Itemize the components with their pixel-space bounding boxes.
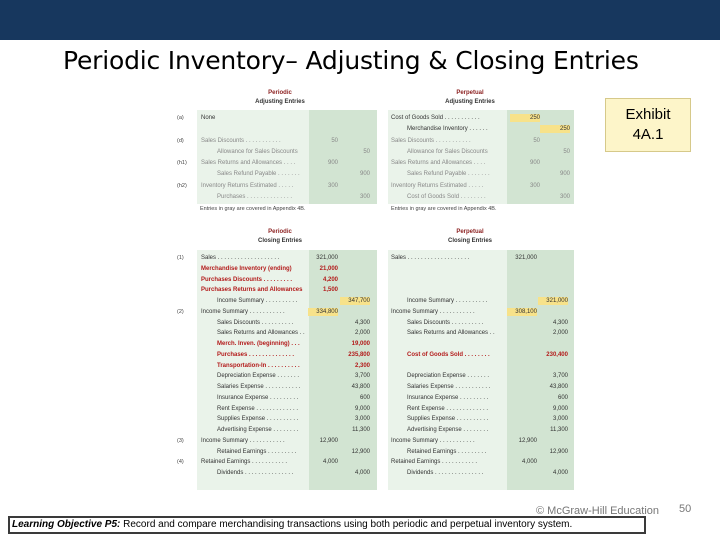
closing-periodic-account: Merch. Inven. (beginning) . . .: [217, 341, 300, 347]
adjusting-periodic-account: Sales Discounts . . . . . . . . . . .: [201, 138, 281, 144]
closing-perpetual-credit: 3,700: [552, 373, 568, 380]
closing-perpetual-credit: 600: [557, 394, 568, 401]
closing-periodic-credit: 43,800: [351, 384, 370, 390]
closing-periodic-credit: 19,000: [351, 341, 370, 347]
closing-periodic-account: Purchases . . . . . . . . . . . . . .: [217, 351, 295, 358]
closing-periodic-credit: 3,700: [354, 373, 370, 380]
adjusting-perpetual-credit: 250: [540, 125, 570, 133]
closing-perpetual-account: Retained Earnings . . . . . . . . . . .: [391, 459, 478, 466]
closing-perpetual-title: Perpetual: [456, 229, 484, 235]
closing-perpetual-account: Rent Expense . . . . . . . . . . . . .: [407, 405, 489, 412]
closing-periodic-credit: 600: [359, 394, 370, 401]
adjusting-perpetual-account: Cost of Goods Sold . . . . . . . . . . .: [391, 115, 480, 121]
closing-perpetual-credit: 9,000: [552, 405, 568, 412]
adjusting-perpetual-account: Merchandise Inventory . . . . . .: [407, 126, 488, 132]
slide-title: Periodic Inventory– Adjusting & Closing Entries: [63, 46, 639, 75]
adjusting-perpetual-credit: 50: [563, 149, 570, 155]
adjusting-entry-label: (d): [177, 138, 184, 144]
closing-periodic-debit: 21,000: [319, 265, 338, 272]
exhibit-line-2: 4A.1: [632, 126, 664, 143]
exhibit-label: [605, 98, 691, 152]
closing-periodic-debit: 334,800: [308, 308, 338, 316]
learning-objective: [8, 516, 646, 534]
closing-perpetual-header: [435, 228, 505, 246]
title-bar: [0, 0, 720, 40]
closing-periodic-credit: 2,000: [354, 330, 370, 337]
closing-periodic-account: Sales . . . . . . . . . . . . . . . . . . .: [201, 255, 280, 261]
adjusting-periodic-account: Purchases . . . . . . . . . . . . . .: [217, 194, 293, 200]
closing-periodic-debit: 4,200: [322, 276, 338, 283]
adjusting-periodic-credit: 300: [359, 194, 370, 200]
closing-perpetual-debit: 321,000: [515, 255, 537, 261]
closing-periodic-title: Periodic: [268, 229, 292, 235]
adjusting-periodic-debit: 900: [327, 160, 338, 166]
closing-perpetual-account: Income Summary . . . . . . . . . .: [407, 298, 488, 304]
closing-periodic-account: Income Summary . . . . . . . . . .: [217, 298, 298, 304]
adjusting-periodic-debit: 50: [331, 138, 338, 144]
closing-periodic-debit: 12,900: [319, 437, 338, 444]
closing-periodic-account: Insurance Expense . . . . . . . . .: [217, 394, 299, 401]
closing-periodic-account: Rent Expense . . . . . . . . . . . . .: [217, 405, 299, 412]
closing-periodic-credit: 347,700: [340, 297, 370, 305]
closing-periodic-account: Dividends . . . . . . . . . . . . . . .: [217, 470, 294, 476]
closing-periodic-header: [245, 228, 315, 246]
closing-perpetual-account: Supplies Expense . . . . . . . . . .: [407, 416, 489, 423]
closing-periodic-credit: 2,300: [354, 362, 370, 369]
page-number: 50: [679, 503, 692, 515]
closing-periodic-account: Depreciation Expense . . . . . . .: [217, 373, 300, 380]
closing-periodic-account: Transportation-In . . . . . . . . . .: [217, 362, 300, 369]
adjusting-periodic-note: Entries in gray are covered in Appendix 4B.: [200, 206, 306, 212]
adjusting-perpetual-debit: 300: [529, 183, 540, 189]
closing-periodic-credit: 11,300: [352, 427, 370, 433]
adjusting-perpetual-credit: 300: [559, 194, 570, 200]
adjusting-periodic-credit: 50: [363, 149, 370, 155]
closing-perpetual-credit: 43,800: [549, 384, 568, 390]
adjusting-perpetual-account: Inventory Returns Estimated . . . . .: [391, 183, 484, 189]
closing-periodic-account: Retained Earnings . . . . . . . . .: [217, 448, 297, 455]
adjusting-periodic-account: Sales Returns and Allowances . . . .: [201, 160, 296, 166]
closing-perpetual-debit: 12,900: [518, 437, 537, 444]
closing-entry-label: (2): [177, 308, 184, 315]
closing-perpetual-account: Sales Returns and Allowances . .: [407, 330, 495, 337]
closing-entry-label: (4): [177, 459, 184, 466]
closing-periodic-account: Salaries Expense . . . . . . . . . . .: [217, 384, 301, 390]
adjusting-periodic-title: Periodic: [268, 90, 292, 96]
closing-periodic-credit: 4,000: [354, 470, 370, 476]
closing-perpetual-account: Salaries Expense . . . . . . . . . . .: [407, 384, 491, 390]
adjusting-perpetual-sub: Adjusting Entries: [445, 99, 495, 105]
closing-periodic-debit: 1,500: [322, 287, 338, 294]
closing-periodic-account: Advertising Expense . . . . . . . .: [217, 427, 299, 433]
closing-periodic-account: Purchases Returns and Allowances: [201, 287, 303, 294]
closing-periodic-sub: Closing Entries: [257, 238, 302, 244]
learning-objective-label: Learning Objective P5:: [12, 519, 121, 530]
adjusting-perpetual-account: Sales Refund Payable . . . . . . .: [407, 171, 490, 177]
closing-periodic-credit: 9,000: [354, 405, 370, 412]
closing-periodic-credit: 4,300: [354, 319, 370, 326]
closing-periodic-account: Purchases Discounts . . . . . . . . .: [201, 276, 293, 283]
closing-periodic-account: Supplies Expense . . . . . . . . . .: [217, 416, 299, 423]
closing-periodic-account: Retained Earnings . . . . . . . . . . .: [201, 459, 288, 466]
closing-periodic-account: Merchandise Inventory (ending): [201, 265, 292, 272]
adjusting-periodic-debit: 300: [327, 183, 338, 189]
closing-periodic-credit: 3,000: [354, 416, 370, 423]
adjusting-perpetual-account: Sales Returns and Allowances . . . .: [391, 160, 486, 166]
adjusting-perpetual-account: Cost of Goods Sold . . . . . . . .: [407, 194, 486, 200]
adjusting-periodic-account: None: [201, 115, 216, 121]
closing-perpetual-account: Insurance Expense . . . . . . . . .: [407, 394, 489, 401]
adjusting-perpetual-title: Perpetual: [456, 90, 484, 96]
closing-perpetual-debit: 4,000: [521, 459, 537, 466]
copyright: © McGraw-Hill Education: [536, 505, 660, 517]
adjusting-periodic-credit: 900: [359, 171, 370, 177]
adjusting-perpetual-credit: 900: [559, 171, 570, 177]
closing-perpetual-credit: 230,400: [546, 351, 568, 358]
adjusting-perpetual-account: Allowance for Sales Discounts: [407, 149, 488, 155]
closing-perpetual-debit: 308,100: [507, 308, 537, 316]
closing-perpetual-account: Sales . . . . . . . . . . . . . . . . . . .: [391, 255, 470, 261]
adjusting-entry-label: (a): [177, 115, 184, 121]
adjusting-periodic-account: Inventory Returns Estimated . . . . .: [201, 183, 294, 189]
adjusting-periodic-account: Allowance for Sales Discounts: [217, 149, 298, 155]
closing-entry-label: (3): [177, 437, 184, 444]
closing-perpetual-account: Depreciation Expense . . . . . . .: [407, 373, 490, 380]
adjusting-entry-label: (h1): [177, 160, 187, 166]
closing-perpetual-credit: 12,900: [549, 448, 568, 455]
adjusting-periodic-header: [245, 89, 315, 107]
closing-periodic-credit: 12,900: [351, 448, 370, 455]
closing-perpetual-account: Retained Earnings . . . . . . . . .: [407, 448, 487, 455]
adjusting-entry-label: (h2): [177, 183, 187, 189]
adjusting-perpetual-debit: 250: [510, 114, 540, 122]
closing-perpetual-credit: 4,000: [552, 470, 568, 476]
adjusting-perpetual-debit: 50: [533, 138, 540, 144]
closing-perpetual-account: Income Summary . . . . . . . . . . .: [391, 308, 475, 315]
closing-perpetual-credit: 321,000: [538, 297, 568, 305]
closing-perpetual-account: Dividends . . . . . . . . . . . . . . .: [407, 470, 484, 476]
exhibit-line-1: Exhibit: [625, 106, 671, 123]
closing-periodic-account: Sales Returns and Allowances . .: [217, 330, 305, 337]
closing-entry-label: (1): [177, 255, 184, 261]
adjusting-perpetual-account: Sales Discounts . . . . . . . . . . .: [391, 138, 471, 144]
closing-periodic-account: Sales Discounts . . . . . . . . . .: [217, 319, 294, 326]
adjusting-periodic-sub: Adjusting Entries: [255, 99, 305, 105]
closing-perpetual-sub: Closing Entries: [447, 238, 492, 244]
closing-periodic-credit: 235,800: [348, 351, 370, 358]
closing-periodic-account: Income Summary . . . . . . . . . . .: [201, 437, 285, 444]
closing-perpetual-credit: 2,000: [552, 330, 568, 337]
adjusting-perpetual-debit: 900: [529, 160, 540, 166]
adjusting-perpetual-note: Entries in gray are covered in Appendix 4B.: [391, 206, 497, 212]
closing-periodic-debit: 321,000: [316, 255, 338, 261]
closing-perpetual-account: Cost of Goods Sold . . . . . . . .: [407, 351, 490, 358]
learning-objective-text: Record and compare merchandising transactions using both periodic and perpetual inventory system.: [120, 519, 573, 530]
adjusting-periodic-account: Sales Refund Payable . . . . . . .: [217, 171, 300, 177]
closing-perpetual-credit: 3,000: [552, 416, 568, 423]
closing-perpetual-account: Advertising Expense . . . . . . . .: [407, 427, 489, 433]
closing-perpetual-account: Income Summary . . . . . . . . . . .: [391, 437, 475, 444]
closing-perpetual-credit: 11,300: [550, 427, 568, 433]
closing-perpetual-credit: 4,300: [552, 319, 568, 326]
closing-perpetual-account: Sales Discounts . . . . . . . . . .: [407, 319, 484, 326]
adjusting-perpetual-header: [435, 89, 505, 107]
closing-periodic-account: Income Summary . . . . . . . . . . .: [201, 308, 285, 315]
closing-periodic-debit: 4,000: [322, 459, 338, 466]
